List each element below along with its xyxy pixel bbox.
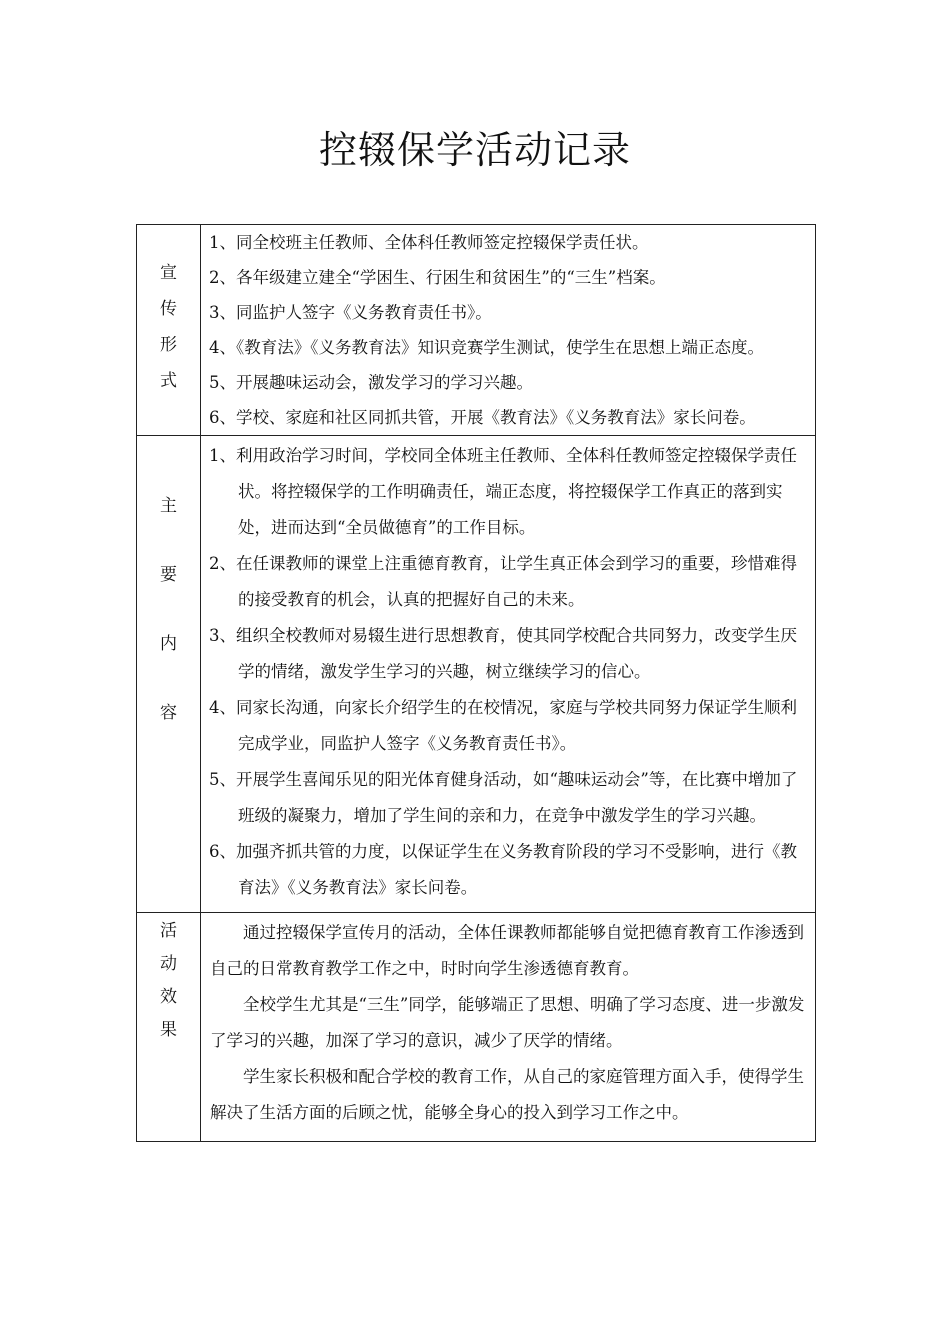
activity-record-table (136, 224, 816, 1142)
label-char: 要 (160, 565, 177, 585)
label-char: 形 (160, 335, 177, 355)
list-item: 3、组织全校教师对易辍生进行思想教育，使其同学校配合共同努力，改变学生厌学的情绪，激发学生学习的兴趣，树立继续学习的信心。 (209, 626, 797, 681)
publicity-list (201, 225, 815, 435)
main-content-label-cell (137, 436, 201, 913)
list-item: 6、学校、家庭和社区同抓共管，开展《教育法》《义务教育法》家长问卷。 (209, 408, 756, 427)
label-char: 果 (160, 1020, 177, 1040)
list-item: 5、开展趣味运动会，激发学习的学习兴趣。 (209, 373, 533, 392)
label-char: 动 (160, 954, 177, 974)
main-content-row (137, 436, 816, 913)
list-item: 2、在任课教师的课堂上注重德育教育，让学生真正体会到学习的重要，珍惜难得的接受教育的机会，认真的把握好自己的未来。 (209, 554, 797, 609)
main-content-list (201, 436, 815, 912)
label-char: 式 (160, 371, 177, 391)
list-item: 1、同全校班主任教师、全体科任教师签定控辍保学责任状。 (209, 233, 649, 252)
main-content-content-cell (201, 436, 816, 913)
publicity-content-cell (201, 225, 816, 436)
main-content-label (137, 436, 200, 725)
list-item: 5、开展学生喜闻乐见的阳光体育健身活动，如“趣味运动会”等，在比赛中增加了班级的凝聚力，增加了学生间的亲和力，在竞争中激发学生的学习兴趣。 (209, 770, 798, 825)
paragraph: 通过控辍保学宣传月的活动，全体任课教师都能够自觉把德育教育工作渗透到自己的日常教育教学工作之中，时时向学生渗透德育教育。 (210, 923, 804, 978)
list-item: 4、同家长沟通，向家长介绍学生的在校情况，家庭与学校共同努力保证学生顺利完成学业，同监护人签字《义务教育责任书》。 (209, 698, 797, 753)
effect-paragraphs (201, 913, 815, 1141)
label-char: 内 (160, 634, 177, 654)
label-char: 主 (160, 496, 177, 516)
label-char: 活 (160, 921, 177, 941)
list-item: 2、各年级建立建全“学困生、行困生和贫困生”的“三生”档案。 (209, 268, 666, 287)
label-char: 容 (160, 703, 177, 723)
publicity-label-cell (137, 225, 201, 436)
list-item: 3、同监护人签字《义务教育责任书》。 (209, 303, 492, 322)
label-char: 效 (160, 987, 177, 1007)
page-title: 控辍保学活动记录 (318, 128, 631, 172)
list-item: 6、加强齐抓共管的力度，以保证学生在义务教育阶段的学习不受影响，进行《教育法》《义务教育法》家长问卷。 (209, 842, 797, 897)
effect-content-cell (201, 913, 816, 1142)
paragraph: 学生家长积极和配合学校的教育工作，从自己的家庭管理方面入手，使得学生解决了生活方面的后顾之忧，能够全身心的投入到学习工作之中。 (210, 1067, 804, 1122)
label-char: 传 (160, 299, 177, 319)
effect-label-cell (137, 913, 201, 1142)
list-item: 1、利用政治学习时间，学校同全体班主任教师、全体科任教师签定控辍保学责任状。将控辍保学的工作明确责任，端正态度，将控辍保学工作真正的落到实处，进而达到“全员做德育”的工作目标。 (209, 446, 797, 537)
effect-label (137, 913, 200, 1047)
publicity-label (137, 225, 200, 399)
label-char: 宣 (160, 263, 177, 283)
paragraph: 全校学生尤其是“三生”同学，能够端正了思想、明确了学习态度、进一步激发了学习的兴趣，加深了学习的意识，减少了厌学的情绪。 (210, 995, 805, 1050)
publicity-row (137, 225, 816, 436)
list-item: 4、《教育法》《义务教育法》知识竞赛学生测试，使学生在思想上端正态度。 (209, 338, 764, 357)
effect-row (137, 913, 816, 1142)
